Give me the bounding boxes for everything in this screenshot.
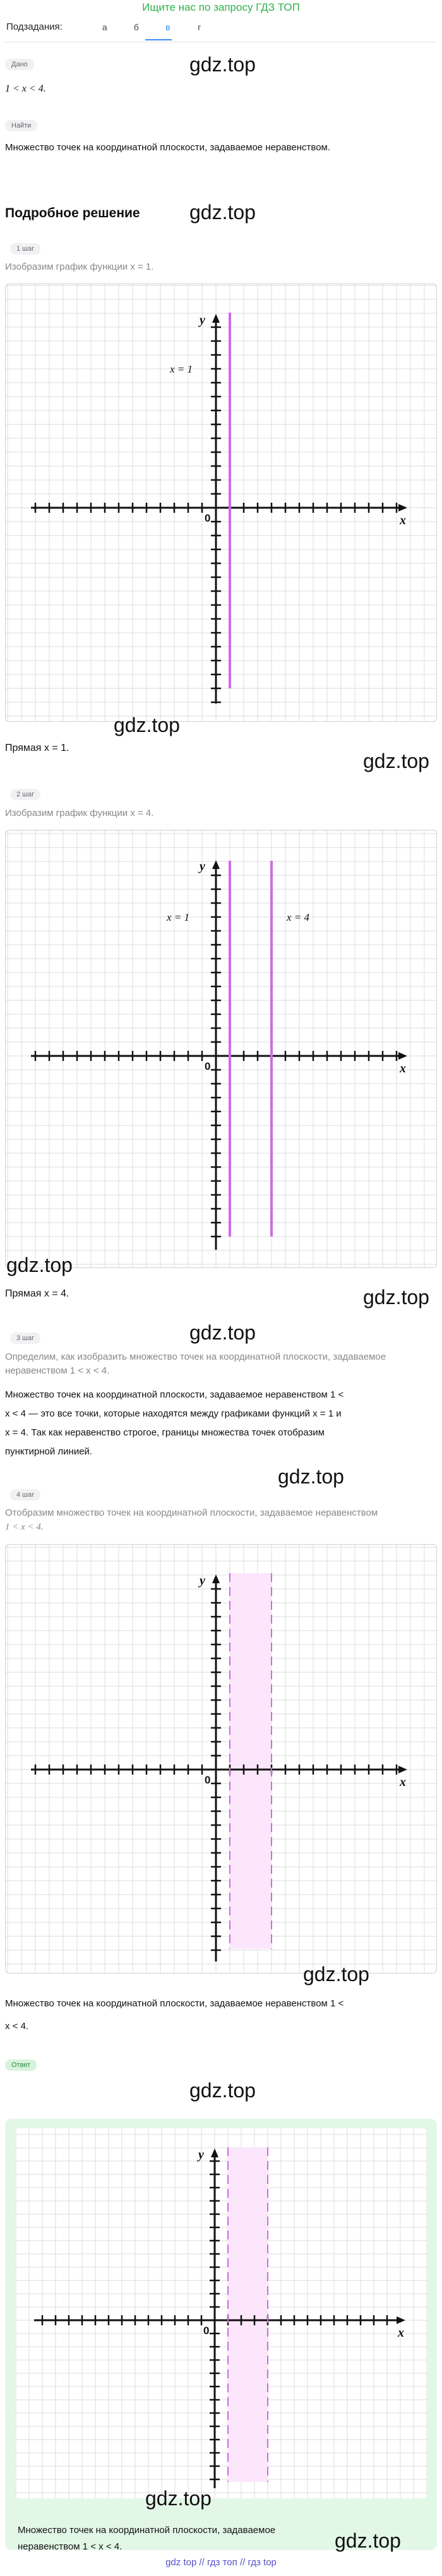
graph-step4 xyxy=(5,1544,437,1974)
step3-intro: Определим, как изобразить множество точек на координатной плоскости, задаваемое неравенством 1 < x < 4. xyxy=(5,1351,386,1376)
y-axis-arrow xyxy=(212,314,220,323)
graph-answer xyxy=(15,2128,427,2498)
footer-link-2[interactable]: гдз топ xyxy=(207,2557,237,2568)
footer-links xyxy=(0,2557,442,2568)
coordinate-plane xyxy=(6,284,437,722)
watermark: gdz.top xyxy=(363,750,429,772)
x-axis-label: x xyxy=(400,1062,406,1075)
watermark: gdz.top xyxy=(363,1286,429,1309)
origin-label: 0 xyxy=(205,1060,211,1072)
search-banner[interactable]: Ищите нас по запросу ГДЗ ТОП xyxy=(142,1,300,13)
tab-v[interactable]: в xyxy=(165,21,170,32)
x-axis-label: x xyxy=(400,1775,406,1789)
step1-label: 1 шаг xyxy=(10,243,40,255)
origin-label: 0 xyxy=(203,2325,210,2337)
step1-result: Прямая x = 1. xyxy=(5,743,69,753)
label-x-equals-1: x = 1 xyxy=(167,911,190,923)
origin-label: 0 xyxy=(205,512,211,524)
given-badge xyxy=(5,58,34,70)
find-text: Множество точек на координатной плоскости, задаваемое неравенством. xyxy=(5,142,331,153)
footer-link-3[interactable]: гдз top xyxy=(248,2557,277,2568)
solution-title: Подробное решение xyxy=(5,206,140,220)
y-axis-label: y xyxy=(200,860,205,873)
step1-intro: Изобразим график функции x = 1. xyxy=(5,261,154,272)
step3-body-line4: пунктирной линией. xyxy=(5,1446,93,1457)
step3-body-line1: Множество точек на координатной плоскости, задаваемое неравенством 1 < xyxy=(5,1389,344,1400)
watermark: gdz.top xyxy=(145,2487,212,2510)
step2-intro: Изобразим график функции x = 4. xyxy=(5,808,154,818)
step3-badge xyxy=(10,1332,40,1344)
given-formula: 1 < x < 4. xyxy=(5,83,46,94)
answer-text-line1: Множество точек на координатной плоскости, задаваемое xyxy=(18,2525,276,2536)
step3-label: 3 шаг xyxy=(10,1333,40,1344)
watermark: gdz.top xyxy=(189,201,256,224)
graph-step1 xyxy=(5,284,437,722)
y-axis-label: y xyxy=(198,2148,204,2162)
origin-label: 0 xyxy=(205,1774,211,1786)
x-axis-arrow xyxy=(398,504,407,512)
coordinate-plane xyxy=(6,830,437,1268)
step4-badge xyxy=(10,1489,40,1501)
shaded-region xyxy=(228,2147,268,2482)
watermark: gdz.top xyxy=(303,1963,369,1986)
watermark: gdz.top xyxy=(189,1321,256,1344)
x-axis-arrow xyxy=(398,1766,407,1773)
y-axis-label: y xyxy=(200,313,205,327)
subtasks-label: Подзадания: xyxy=(6,21,63,32)
step2-badge xyxy=(10,788,40,800)
y-axis-arrow xyxy=(212,1574,220,1583)
label-x-equals-4: x = 4 xyxy=(287,911,310,923)
active-tab-indicator xyxy=(145,39,172,40)
step4-result-line1: Множество точек на координатной плоскости, задаваемое неравенством 1 < xyxy=(5,1998,344,2009)
subtasks-bar xyxy=(6,21,215,32)
coordinate-plane xyxy=(6,1545,437,1974)
answer-badge xyxy=(5,2059,37,2071)
answer-text-line2: неравенством 1 < x < 4. xyxy=(18,2541,122,2552)
watermark: gdz.top xyxy=(278,1465,344,1488)
watermark: gdz.top xyxy=(189,2079,256,2102)
watermark: gdz.top xyxy=(335,2529,401,2552)
find-label: Найти xyxy=(5,120,37,131)
tab-g[interactable]: г xyxy=(198,21,201,32)
watermark: gdz.top xyxy=(6,1254,73,1276)
graph-step2 xyxy=(5,830,437,1268)
label-x-equals-1: x = 1 xyxy=(170,363,193,375)
footer-link-1[interactable]: gdz top xyxy=(165,2557,197,2568)
step3-body-line3: x = 4. Так как неравенство строгое, границы множества точек отобразим xyxy=(5,1427,325,1438)
coordinate-plane xyxy=(15,2128,427,2498)
tab-b[interactable]: б xyxy=(133,21,139,32)
y-axis-arrow xyxy=(211,2148,218,2157)
find-badge xyxy=(5,119,37,131)
footer-separator: // xyxy=(199,2557,205,2568)
step4-intro-line2: 1 < x < 4. xyxy=(5,1522,44,1532)
x-axis-arrow xyxy=(397,2316,405,2324)
watermark: gdz.top xyxy=(114,714,180,736)
step4-label: 4 шаг xyxy=(10,1489,40,1501)
step4-intro-line1: Отобразим множество точек на координатной плоскости, задаваемое неравенством xyxy=(5,1507,378,1518)
footer-separator: // xyxy=(239,2557,246,2568)
step1-badge xyxy=(10,243,40,255)
tab-a[interactable]: а xyxy=(102,21,107,32)
step2-label: 2 шаг xyxy=(10,789,40,800)
step3-body-line2: x < 4 — это все точки, которые находятся между графиками функций x = 1 и xyxy=(5,1408,342,1419)
step4-result-line2: x < 4. xyxy=(5,2021,29,2032)
watermark: gdz.top xyxy=(189,53,256,76)
answer-label: Ответ xyxy=(5,2059,37,2071)
shaded-region xyxy=(230,1573,272,1949)
step2-result: Прямая x = 4. xyxy=(5,1288,69,1299)
given-label: Дано xyxy=(5,59,34,70)
x-axis-arrow xyxy=(398,1052,407,1060)
x-axis-label: x xyxy=(398,2326,404,2340)
y-axis-label: y xyxy=(200,1574,205,1588)
x-axis-label: x xyxy=(400,513,406,527)
